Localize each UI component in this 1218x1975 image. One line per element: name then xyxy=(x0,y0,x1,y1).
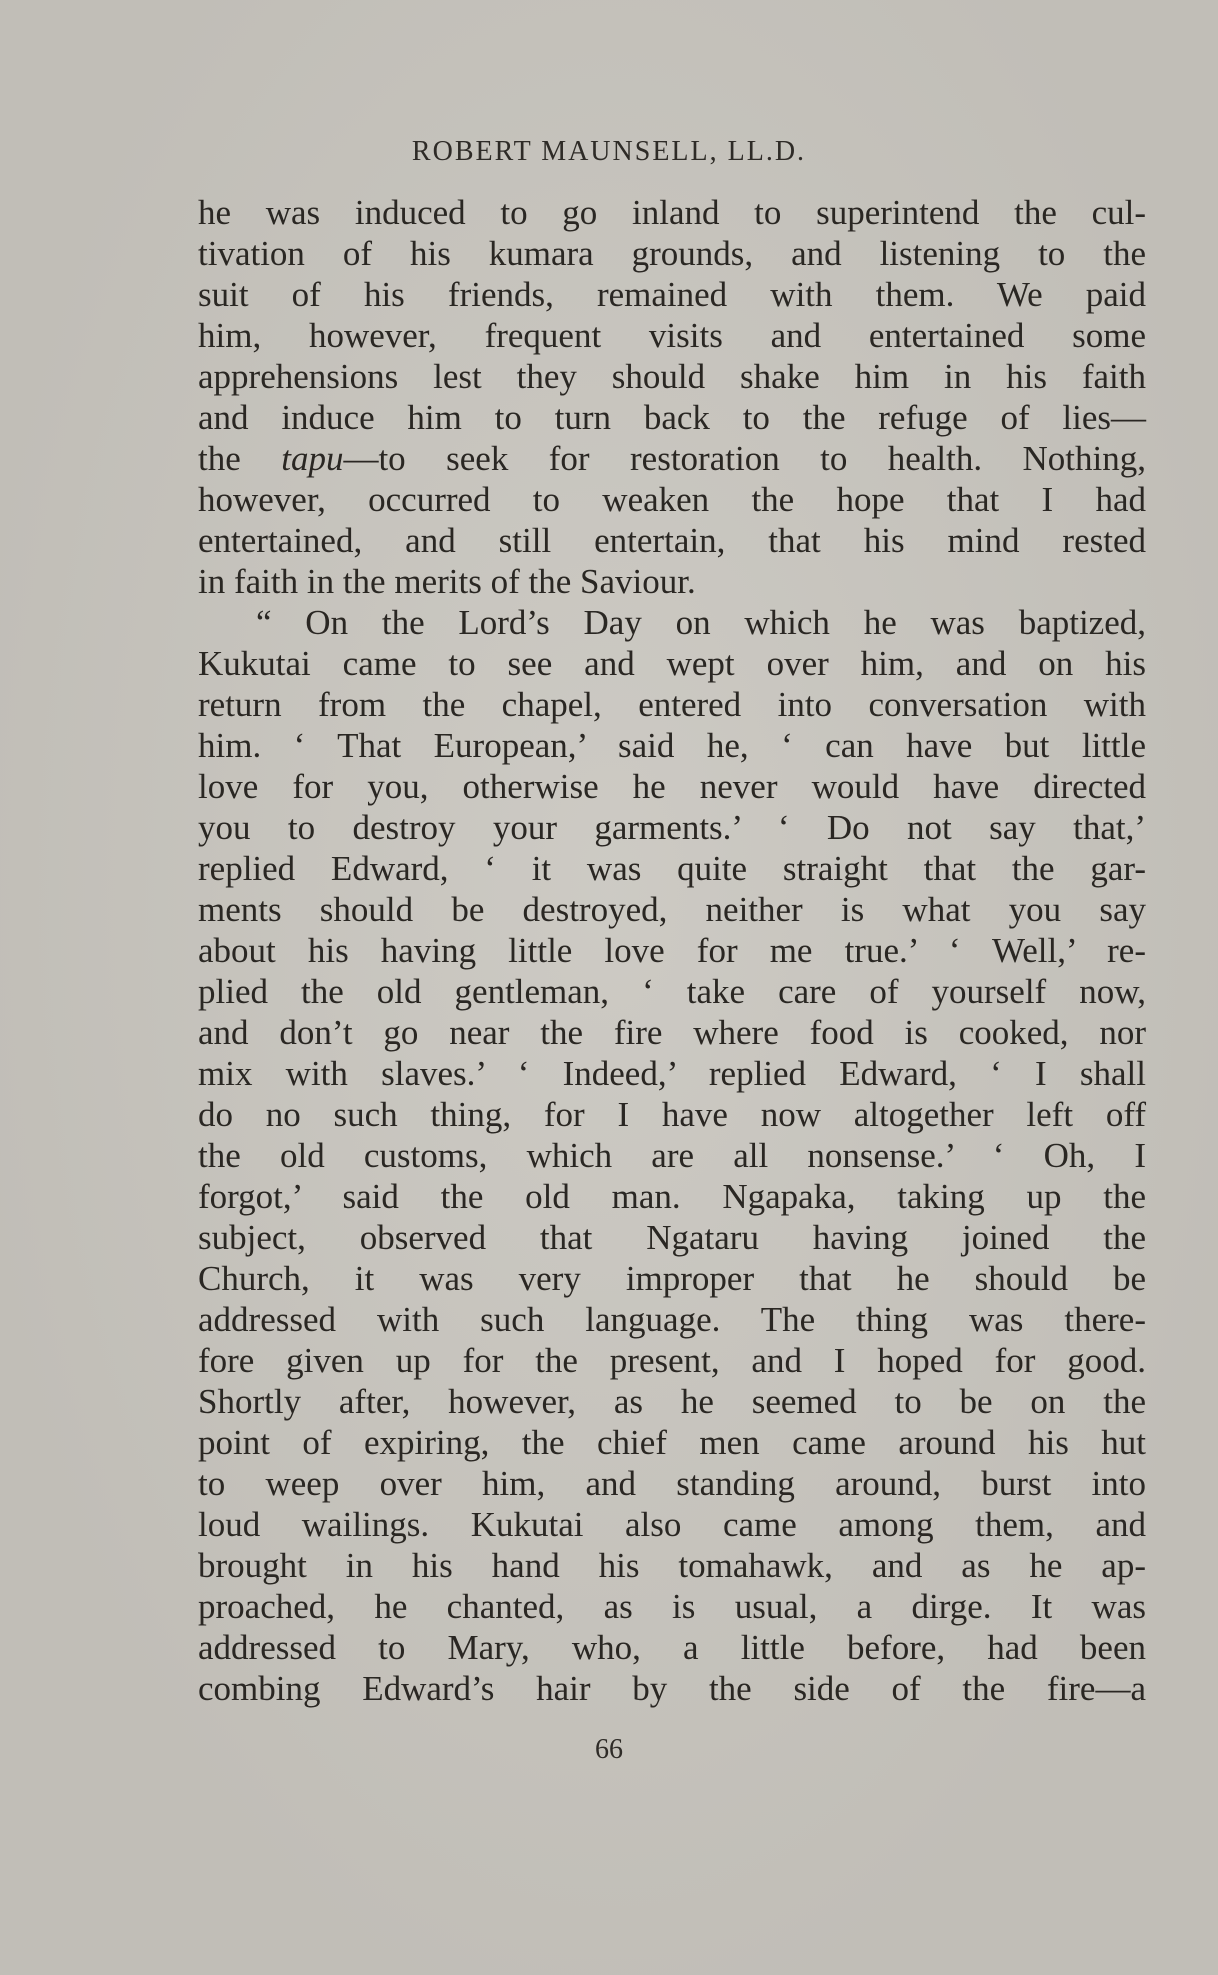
text-line: however, occurred to weaken the hope that I had xyxy=(198,480,1146,519)
text-line: he was induced to go inland to superintend the cul- xyxy=(198,193,1146,232)
text-line: replied Edward, ‘ it was quite straight that the gar- xyxy=(198,849,1146,888)
text-line: ments should be destroyed, neither is what you say xyxy=(198,890,1146,929)
text-line: and induce him to turn back to the refuge of lies— xyxy=(198,398,1146,437)
text-line: about his having little love for me true.’ ‘ Well,’ re- xyxy=(198,931,1146,970)
text-line: proached, he chanted, as is usual, a dirge. It was xyxy=(198,1587,1146,1626)
text-line-mixed xyxy=(198,438,1146,479)
text-line: do no such thing, for I have now altogether left off xyxy=(198,1095,1146,1134)
page-number: 66 xyxy=(595,1734,623,1765)
text-line: Kukutai came to see and wept over him, and on his xyxy=(198,644,1146,683)
text-line: love for you, otherwise he never would have directed xyxy=(198,767,1146,806)
text-line: subject, observed that Ngataru having joined the xyxy=(198,1218,1146,1257)
text-line: to weep over him, and standing around, burst into xyxy=(198,1464,1146,1503)
text-line: and don’t go near the fire where food is cooked, nor xyxy=(198,1013,1146,1052)
text-line: tivation of his kumara grounds, and listening to the xyxy=(198,234,1146,273)
text-line: forgot,’ said the old man. Ngapaka, taking up the xyxy=(198,1177,1146,1216)
text-line: Shortly after, however, as he seemed to be on the xyxy=(198,1382,1146,1421)
italic-word-tapu: tapu xyxy=(281,439,344,478)
text-line: the old customs, which are all nonsense.’ ‘ Oh, I xyxy=(198,1136,1146,1175)
text-line: loud wailings. Kukutai also came among them, and xyxy=(198,1505,1146,1544)
text-run: the xyxy=(198,439,282,478)
text-line: point of expiring, the chief men came around his hut xyxy=(198,1423,1146,1462)
body-text xyxy=(198,192,1146,1709)
text-line: return from the chapel, entered into conversation with xyxy=(198,685,1146,724)
text-line: entertained, and still entertain, that his mind rested xyxy=(198,521,1146,560)
text-line: “ On the Lord’s Day on which he was baptized, xyxy=(256,603,1146,642)
text-line: plied the old gentleman, ‘ take care of yourself now, xyxy=(198,972,1146,1011)
text-line: Church, it was very improper that he should be xyxy=(198,1259,1146,1298)
running-head: ROBERT MAUNSELL, LL.D. xyxy=(411,136,807,167)
text-line: brought in his hand his tomahawk, and as he ap- xyxy=(198,1546,1146,1585)
text-line: in faith in the merits of the Saviour. xyxy=(198,562,696,601)
text-line: fore given up for the present, and I hoped for good. xyxy=(198,1341,1146,1380)
text-line: combing Edward’s hair by the side of the fire—a xyxy=(198,1669,1146,1708)
text-line: him. ‘ That European,’ said he, ‘ can have but little xyxy=(198,726,1146,765)
text-line: you to destroy your garments.’ ‘ Do not say that,’ xyxy=(198,808,1146,847)
text-line: suit of his friends, remained with them. We paid xyxy=(198,275,1146,314)
text-line: mix with slaves.’ ‘ Indeed,’ replied Edward, ‘ I shall xyxy=(198,1054,1146,1093)
text-line: addressed with such language. The thing was there- xyxy=(198,1300,1146,1339)
text-line: addressed to Mary, who, a little before, had been xyxy=(198,1628,1146,1667)
text-run: —to seek for restoration to health. Nothing, xyxy=(343,439,1146,478)
text-line: him, however, frequent visits and entertained some xyxy=(198,316,1146,355)
text-line: apprehensions lest they should shake him in his faith xyxy=(198,357,1146,396)
